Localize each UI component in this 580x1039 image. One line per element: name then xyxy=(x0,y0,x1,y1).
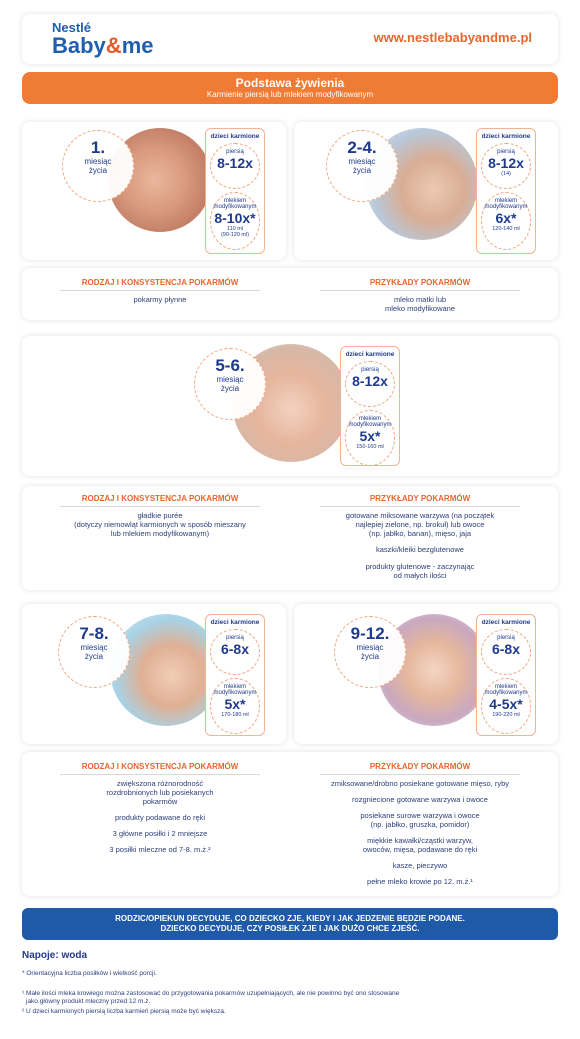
examples-text-2c: (np. jabłko, banan), mięso, jaja xyxy=(368,529,472,538)
divider xyxy=(320,290,520,291)
fed-box-2: dzieci karmione piersią 8-12x (14) mlekiem modyfikowanym 6x* 120-140 ml xyxy=(476,128,536,254)
examples-text-2a: gotowane miksowane warzywa (na początek xyxy=(345,511,495,520)
examples-text-3a: zmiksowane/drobno posiekane gotowane mięso, ryby xyxy=(330,779,509,788)
age-badge-1: 1. miesiąc życia xyxy=(62,130,134,202)
logo-baby-text: Baby xyxy=(52,33,106,58)
footnote-asterisk: * Orientacyjna liczba posiłków i wielkość porcji. xyxy=(22,970,157,977)
consistency-title-2: RODZAJ I KONSYSTENCJA POKARMÓW xyxy=(81,494,239,503)
formula-count-2: mlekiem modyfikowanym 6x* 120-140 ml xyxy=(481,192,531,250)
fed-box-3: dzieci karmione piersią 8-12x mlekiem modyfikowanym 5x* 150-160 ml xyxy=(340,346,400,466)
consistency-title-1: RODZAJ I KONSYSTENCJA POKARMÓW xyxy=(81,278,239,287)
divider xyxy=(320,506,520,507)
logo-amp: & xyxy=(105,33,122,58)
divider xyxy=(60,774,260,775)
divider xyxy=(320,774,520,775)
footnote-1a: ¹ Małe ilości mleka krowiego można zastosować do przygotowania pokarmów uzupełniających, ale nie powinno być ono stosowane xyxy=(22,990,400,997)
consistency-text-3b: rozdrobnionych lub posiekanych xyxy=(106,788,214,797)
consistency-text-3d: produkty podawane do ręki xyxy=(114,813,206,822)
fed-box-4: dzieci karmione piersią 6-8x mlekiem modyfikowanym 5x* 170-180 ml xyxy=(205,614,265,736)
formula-count-1: mlekiem modyfikowanym 8-10x* 110 ml (90-120 ml) xyxy=(210,192,260,250)
examples-text-2b: najlepiej zielone, np. brokuł) lub owoce xyxy=(355,520,485,529)
divider xyxy=(60,506,260,507)
examples-title-3: PRZYKŁADY POKARMÓW xyxy=(369,762,471,771)
examples-text-2e: produkty glutenowe - zaczynając xyxy=(365,562,475,571)
age-badge-5: 9-12. miesiąc życia xyxy=(334,616,406,688)
examples-text-3h: pełne mleko krowie po 12. m.ż.¹ xyxy=(367,877,473,886)
breast-count-5: piersią 6-8x xyxy=(481,629,531,675)
fed-box-5: dzieci karmione piersią 6-8x mlekiem modyfikowanym 4-5x* 190-220 ml xyxy=(476,614,536,736)
consistency-text-3a: zwiększona różnorodność xyxy=(116,779,204,788)
divider xyxy=(60,290,260,291)
consistency-text-3e: 3 główne posiłki i 2 mniejsze xyxy=(112,829,208,838)
consistency-text-2b: (dotyczy niemowląt karmionych w sposób mieszany xyxy=(74,520,246,529)
footnote-1b: jako główny produkt mleczny przed 12 m.ż. xyxy=(26,998,151,1005)
examples-text-3g: kasze, pieczywo xyxy=(392,861,448,870)
examples-text-2f: od małych ilości xyxy=(393,571,447,580)
site-url-link[interactable]: www.nestlebabyandme.pl xyxy=(373,30,532,45)
examples-text-3d: (np. jabłko, gruszka, pomidor) xyxy=(370,820,470,829)
basis-banner xyxy=(22,72,558,104)
age-badge-4: 7-8. miesiąc życia xyxy=(58,616,130,688)
breast-count-1: piersią 8-12x xyxy=(210,143,260,189)
age-badge-2: 2-4. miesiąc życia xyxy=(326,130,398,202)
examples-text-3c: posiekane surowe warzywa i owoce xyxy=(360,811,480,820)
consistency-text-2a: gładkie purée xyxy=(137,511,183,520)
examples-title-2: PRZYKŁADY POKARMÓW xyxy=(369,494,471,503)
breast-count-3: piersią 8-12x xyxy=(345,361,395,407)
examples-text-1a: mleko matki lub xyxy=(393,295,447,304)
drinks-heading: Napoje: woda xyxy=(22,950,88,961)
formula-count-3: mlekiem modyfikowanym 5x* 150-160 ml xyxy=(345,410,395,466)
footnote-2: ² U dzieci karmionych piersią liczba karmień piersią może być większa. xyxy=(22,1008,226,1015)
fed-box-1: dzieci karmione piersią 8-12x mlekiem modyfikowanym 8-10x* 110 ml (90-120 ml) xyxy=(205,128,265,254)
consistency-title-3: RODZAJ I KONSYSTENCJA POKARMÓW xyxy=(81,762,239,771)
examples-text-3f: owoców, mięsa, podawane do ręki xyxy=(362,845,478,854)
examples-text-1b: mleko modyfikowane xyxy=(384,304,456,313)
breast-count-4: piersią 6-8x xyxy=(210,629,260,675)
banner-subtitle: Karmienie piersią lub mlekiem modyfikowanym xyxy=(206,90,374,99)
consistency-text-3f: 3 posiłki mleczne od 7-8. m.ż.² xyxy=(109,845,211,854)
consistency-text-2c: lub mlekiem modyfikowanym) xyxy=(110,529,210,538)
examples-text-2d: kaszki/kleiki bezglutenowe xyxy=(376,545,464,554)
consistency-text-3c: pokarmów xyxy=(142,797,178,806)
parent-decides-banner xyxy=(22,908,558,940)
banner-title: Podstawa żywienia xyxy=(235,76,345,90)
logo-nestle-text: Nestlé xyxy=(52,20,92,35)
examples-title-1: PRZYKŁADY POKARMÓW xyxy=(369,278,471,287)
consistency-text-1: pokarmy płynne xyxy=(133,295,187,304)
cta-line-2: DZIECKO DECYDUJE, CZY POSIŁEK ZJE I JAK DUŻO CHCE ZJEŚĆ. xyxy=(160,924,420,933)
formula-count-5: mlekiem modyfikowanym 4-5x* 190-220 ml xyxy=(481,678,531,734)
cta-line-1: RODZIC/OPIEKUN DECYDUJE, CO DZIECKO ZJE, KIEDY I JAK JEDZENIE BĘDZIE PODANE. xyxy=(115,914,465,923)
examples-text-3e: miękkie kawałki/cząstki warzyw, xyxy=(367,836,473,845)
header-bar xyxy=(22,14,558,64)
age-badge-3: 5-6. miesiąc życia xyxy=(194,348,266,420)
examples-text-3b: rozgniecione gotowane warzywa i owoce xyxy=(352,795,488,804)
logo-me-text: me xyxy=(121,33,154,58)
formula-count-4: mlekiem modyfikowanym 5x* 170-180 ml xyxy=(210,678,260,734)
breast-count-2: piersią 8-12x (14) xyxy=(481,143,531,189)
nestle-baby-me-logo[interactable] xyxy=(52,20,153,57)
